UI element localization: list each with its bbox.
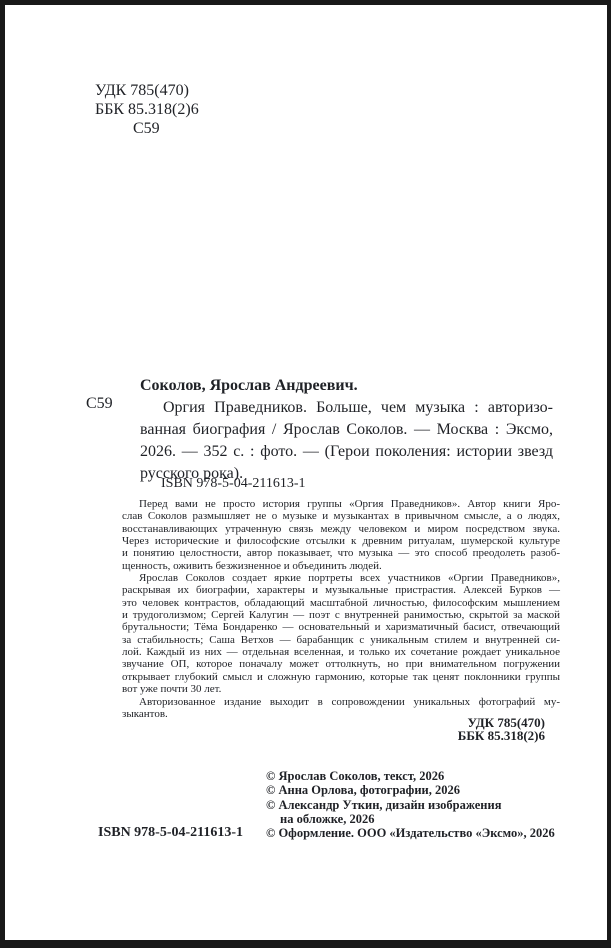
copyright-line: © Анна Орлова, фотографии, 2026 (266, 783, 460, 798)
annotation-line: звучание ОП, которое поначалу может оттолкнуть, но при внимательном погружении (122, 658, 560, 671)
isbn-top: ISBN 978-5-04-211613-1 (161, 476, 306, 491)
annotation-line: Через исторические и философские отсылки к древним ритуалам, шумерской культуре (122, 535, 560, 548)
annotation-line: за стабильность; Саша Ветхов — барабанщик с уникальным стилем и внутренней си- (122, 633, 560, 646)
author-sign-margin: С59 (86, 395, 113, 412)
copyright-line: на обложке, 2026 (280, 811, 375, 826)
annotation-line: Ярослав Соколов создает яркие портреты всех участников «Оргии Праведников», (139, 572, 560, 585)
annotation-line: открывает глубокий смысл и сложную гармонию, которые так ценят поклонники группы (122, 670, 560, 683)
copyright-line: © Оформление. ООО «Издательство «Эксмо», 2026 (266, 826, 555, 841)
annotation-line: и трудоголизмом; Сергей Калугин — поэт с внутренней ранимостью, скрытой за маской (122, 609, 560, 622)
classification-header (95, 81, 199, 138)
citation-line: ванная биография / Ярослав Соколов. — Москва : Эксмо, (140, 421, 553, 438)
author-sign-top: С59 (133, 120, 160, 137)
citation-line: 2026. — 352 с. : фото. — (Герои поколения: истории звезд (140, 443, 553, 460)
udc-bottom: УДК 785(470) (467, 715, 545, 730)
bbk-bottom: ББК 85.318(2)6 (457, 727, 545, 743)
udc-top: УДК 785(470) (95, 82, 189, 99)
citation-author: Соколов, Ярослав Андреевич. (140, 377, 358, 394)
annotation-line: раскрывая их биографии, характеры и музыкальные пристрастия. Алексей Бурков — (122, 584, 560, 597)
citation-line: русского рока). (140, 465, 244, 482)
citation-line: Оргия Праведников. Больше, чем музыка : авторизо- (163, 399, 553, 416)
annotation-line: слав Соколов размышляет не о музыке и музыкантах в привычном смысле, а о людях, (122, 510, 560, 523)
annotation-line: это человек контрастов, обладающий масштабной личностью, философским мышлением (122, 596, 560, 609)
copyright-line: © Ярослав Соколов, текст, 2026 (266, 769, 445, 783)
annotation-line: Авторизованное издание выходит в сопровождении уникальных фотографий му- (139, 695, 560, 708)
annotation-line: зыкантов. (122, 707, 168, 720)
bbk-top: ББК 85.318(2)6 (95, 101, 199, 118)
imprint-page (5, 5, 607, 940)
copyright-line: © Александр Уткин, дизайн изображения (266, 797, 502, 812)
annotation-line: вот уже почти 30 лет. (122, 683, 222, 696)
annotation-line: брутальности; Тёма Бондаренко — основательный и харизматичный басист, отвечающий (122, 621, 560, 634)
annotation-line: лой. Каждый из них — отдельная вселенная, и только их сочетание рождает уникальное (122, 646, 560, 659)
annotation-line: и понятию целостности, автор показывает, что музыка — это способ преодолеть разоб- (122, 547, 560, 560)
annotation-text (122, 498, 560, 720)
annotation-line: восстанавливающих утраченную связь между человеком и миром посредством звука. (122, 522, 560, 535)
classification-footer (458, 717, 545, 742)
annotation-line: щенность, оживить безжизненное и объединить людей. (122, 559, 382, 572)
isbn-bottom: ISBN 978-5-04-211613-1 (98, 825, 244, 840)
annotation-line: Перед вами не просто история группы «Оргия Праведников». Автор книги Яро- (139, 498, 560, 510)
copyright-block (266, 769, 555, 840)
bibliographic-record (140, 375, 553, 485)
